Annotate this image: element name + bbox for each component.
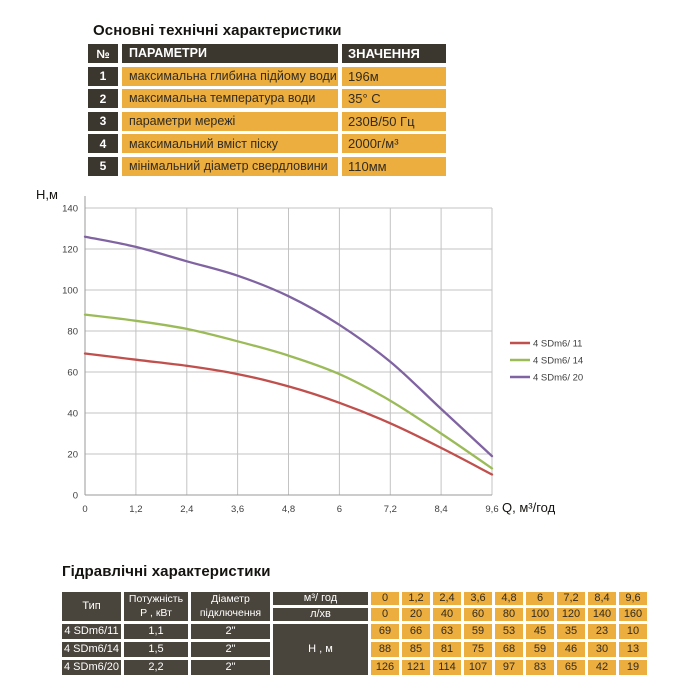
value-cell: 75 xyxy=(464,642,492,657)
col-header-flow-m3: м³/ год xyxy=(273,592,368,605)
y-tick-label: 140 xyxy=(62,203,78,215)
value-cell: 59 xyxy=(526,642,554,657)
y-tick-label: 120 xyxy=(62,244,78,256)
value-cell: 69 xyxy=(371,624,399,639)
value-cell: 1,2 xyxy=(402,592,430,605)
value-cell: 35 xyxy=(557,624,585,639)
value-cell: 3,6 xyxy=(464,592,492,605)
y-tick-label: 40 xyxy=(67,408,78,420)
value-cell: 2000г/м³ xyxy=(342,134,446,153)
value-cell: 65 xyxy=(557,660,585,675)
x-tick-label: 9,6 xyxy=(485,504,499,515)
value-cell: 85 xyxy=(402,642,430,657)
y-tick-label: 20 xyxy=(67,449,78,461)
power-cell: 1,5 xyxy=(124,642,188,657)
tech-specs-title: Основні технічні характеристики xyxy=(93,22,342,39)
param-cell: максимальна температура води xyxy=(122,89,338,108)
value-cell: 8,4 xyxy=(588,592,616,605)
value-cell: 0 xyxy=(371,592,399,605)
value-cell: 100 xyxy=(526,608,554,621)
col-header-head: Н , м xyxy=(273,624,368,675)
value-cell: 110мм xyxy=(342,157,446,176)
value-cell: 20 xyxy=(402,608,430,621)
col-header-type: Тип xyxy=(62,592,121,621)
row-number-cell: 3 xyxy=(88,112,118,131)
value-cell: 30 xyxy=(588,642,616,657)
col-header-flow-lmin: л/хв xyxy=(273,608,368,621)
row-number-cell: 1 xyxy=(88,67,118,86)
value-cell: 114 xyxy=(433,660,461,675)
value-cell: 63 xyxy=(433,624,461,639)
value-cell: 107 xyxy=(464,660,492,675)
value-cell: 196м xyxy=(342,67,446,86)
value-cell: 81 xyxy=(433,642,461,657)
legend-label: 4 SDm6/ 11 xyxy=(533,338,583,350)
y-tick-label: 60 xyxy=(67,367,78,379)
col-header-power-line2: Р , кВт xyxy=(140,606,172,619)
value-cell: 88 xyxy=(371,642,399,657)
value-cell: 83 xyxy=(526,660,554,675)
col-header-param: ПАРАМЕТРИ xyxy=(122,44,338,63)
hydraulic-table xyxy=(62,592,647,675)
col-header-power xyxy=(124,592,188,621)
col-header-value: ЗНАЧЕННЯ xyxy=(342,44,446,63)
col-header-diameter-line2: підключення xyxy=(199,606,262,619)
value-cell: 35° С xyxy=(342,89,446,108)
col-header-power-line1: Потужність xyxy=(128,593,184,606)
param-cell: параметри мережі xyxy=(122,112,338,131)
param-cell: максимальна глибина підйому води xyxy=(122,67,338,86)
value-cell: 60 xyxy=(464,608,492,621)
y-tick-label: 100 xyxy=(62,285,78,297)
pump-curves-svg xyxy=(0,185,700,530)
pump-type-cell: 4 SDm6/20 xyxy=(63,661,120,673)
value-cell: 10 xyxy=(619,624,647,639)
value-cell: 23 xyxy=(588,624,616,639)
value-cell: 230В/50 Гц xyxy=(342,112,446,131)
value-cell: 40 xyxy=(433,608,461,621)
value-cell: 6 xyxy=(526,592,554,605)
pump-curves-chart xyxy=(0,185,700,530)
legend-label: 4 SDm6/ 14 xyxy=(533,355,584,367)
row-number-cell: 5 xyxy=(88,157,118,176)
y-axis-title: Н,м xyxy=(36,187,58,202)
legend-label: 4 SDm6/ 20 xyxy=(533,372,584,384)
row-number-cell: 2 xyxy=(88,89,118,108)
diameter-cell: 2" xyxy=(191,642,270,657)
value-cell: 59 xyxy=(464,624,492,639)
value-cell: 4,8 xyxy=(495,592,523,605)
pump-type-cell: 4 SDm6/11 xyxy=(62,624,121,639)
value-cell: 46 xyxy=(557,642,585,657)
row-number-cell: 4 xyxy=(88,134,118,153)
x-axis-title: Q, м³/год xyxy=(502,500,556,515)
x-tick-label: 1,2 xyxy=(129,504,143,515)
x-tick-label: 6 xyxy=(336,504,343,515)
value-cell: 126 xyxy=(371,660,399,675)
value-cell: 13 xyxy=(619,642,647,657)
x-tick-label: 4,8 xyxy=(281,504,296,515)
param-cell: максимальний вміст піску xyxy=(122,134,338,153)
value-cell: 45 xyxy=(526,624,554,639)
x-tick-label: 7,2 xyxy=(383,504,397,515)
value-cell: 120 xyxy=(557,608,585,621)
y-tick-label: 80 xyxy=(67,326,78,338)
power-cell: 2,2 xyxy=(124,660,188,675)
diameter-cell: 2" xyxy=(191,624,270,639)
y-tick-label: 0 xyxy=(72,490,78,502)
value-cell: 160 xyxy=(619,608,647,621)
col-header-diameter-line1: Діаметр xyxy=(211,593,250,606)
col-header-num: № xyxy=(88,44,118,63)
x-tick-label: 0 xyxy=(82,504,88,515)
value-cell: 80 xyxy=(495,608,523,621)
value-cell: 19 xyxy=(619,660,647,675)
x-tick-label: 3,6 xyxy=(230,504,245,515)
value-cell: 66 xyxy=(402,624,430,639)
value-cell: 7,2 xyxy=(557,592,585,605)
value-cell: 68 xyxy=(495,642,523,657)
col-header-diameter xyxy=(191,592,270,621)
value-cell: 9,6 xyxy=(619,592,647,605)
value-cell: 53 xyxy=(495,624,523,639)
value-cell: 97 xyxy=(495,660,523,675)
param-cell: мінімальний діаметр свердловини xyxy=(122,157,338,176)
x-tick-label: 2,4 xyxy=(180,504,194,515)
value-cell: 140 xyxy=(588,608,616,621)
value-cell: 42 xyxy=(588,660,616,675)
tech-specs-table xyxy=(88,44,446,176)
diameter-cell: 2" xyxy=(191,660,270,675)
hydraulic-title: Гідравлічні характеристики xyxy=(62,563,271,580)
pump-type-cell: 4 SDm6/14 xyxy=(63,643,120,655)
value-cell: 0 xyxy=(371,608,399,621)
value-cell: 121 xyxy=(402,660,430,675)
x-tick-label: 8,4 xyxy=(434,504,448,515)
power-cell: 1,1 xyxy=(124,624,188,639)
value-cell: 2,4 xyxy=(433,592,461,605)
